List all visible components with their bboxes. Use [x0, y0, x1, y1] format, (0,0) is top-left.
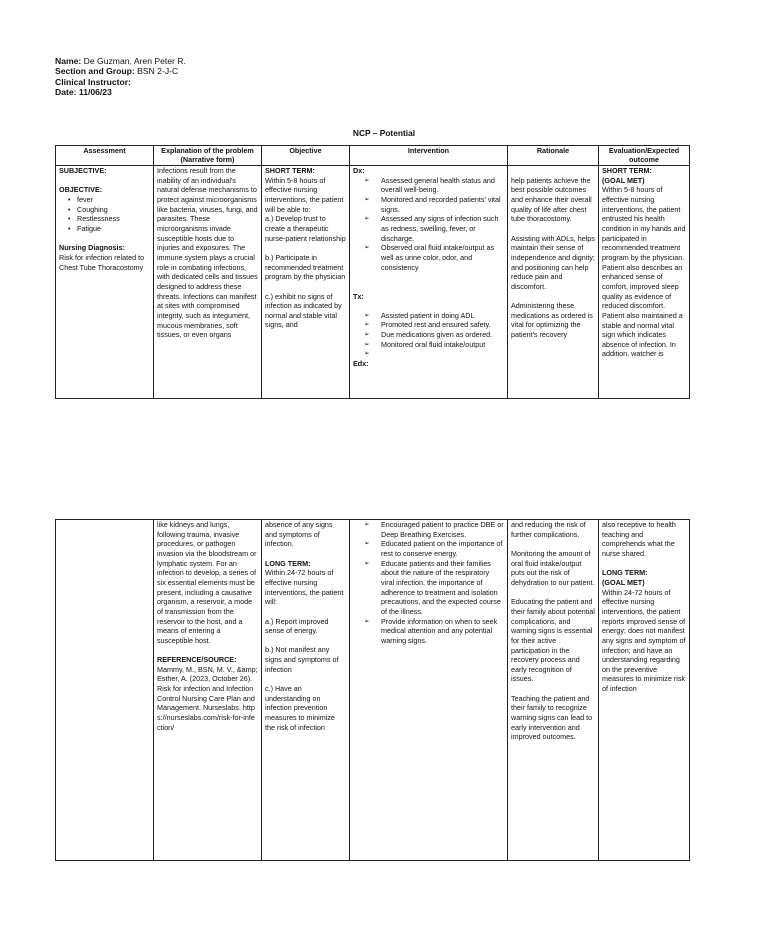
page-title: NCP – Potential	[352, 128, 416, 138]
objective-b: b.) Participate in recommended treatment program by the physician	[265, 252, 346, 282]
objective-label: OBJECTIVE:	[59, 185, 103, 195]
rationale-cell: and reducing the risk of further complications. Monitoring the amount of oral fluid intake/output puts out the risk of dehydration to our patient. Educating the patient and their family about potential complications, and warning signs is essential for their active participation in the recovery process and early recognition of issues. Teaching the patient and their family to recognize warning signs can lead to early intervention and improved outcomes.	[508, 520, 599, 861]
list-item: ➢ Promoted rest and ensured safety.	[353, 320, 504, 330]
ncp-table-part-1	[55, 145, 690, 399]
list-item: ➢ Educate patients and their families about the nature of the respiratory viral infection, the importance of adherence to treatment and isolation precautions, and the expected course of the illness.	[353, 559, 504, 617]
goal-met-label: (GOAL MET)	[602, 577, 645, 587]
edx-list	[353, 520, 504, 646]
long-term-label: LONG TERM:	[265, 558, 311, 568]
list-item: ➢ Provide information on when to seek medical attention and any potential warning signs.	[353, 617, 504, 646]
nursing-diagnosis-label: Nursing Diagnosis:	[59, 243, 125, 253]
edx-label: Edx:	[353, 359, 369, 369]
list-item	[353, 349, 504, 359]
evaluation-cell: SHORT TERM: (GOAL MET) Within 5-8 hours of effective nursing interventions, the patient entrusted his health condition in my hands and participated in recommended treatment program by the physician. Patient also describes an enhanced sense of comfort, improved sleep quality as evidence of reduced discomfort. Patient also maintained a stable and normal vital sign which indicates absence of infection. In addition, watcher is	[599, 166, 690, 399]
goal-met-label: (GOAL MET)	[602, 175, 645, 185]
evaluation-cell: also receptive to health teaching and comprehends what the nurse shared. LONG TERM: (GOAL MET) Within 24-72 hours of effective nursing interventions, the patient reports improved sense of energy; does not manifest any signs and symptom of infection; and have an understanding regarding on the preventive measures to minimize risk of infection	[599, 520, 690, 861]
objective-long-c: c.) Have an understanding on infection prevention measures to minimize the risk of infection	[265, 684, 335, 732]
objective-long-a: a.) Report improved sense of energy.	[265, 616, 329, 636]
assessment-cell	[56, 166, 154, 399]
table-body-row	[56, 520, 690, 861]
col-header-evaluation: Evaluation/Expected outcome	[599, 146, 690, 166]
list-item: ➢ Assessed any signs of infection such as redness, swelling, fever, or discharge.	[353, 214, 504, 243]
tx-list	[353, 311, 504, 359]
col-header-intervention: Intervention	[350, 146, 508, 166]
tx-label: Tx:	[353, 291, 364, 301]
rationale-cell: help patients achieve the best possible outcomes and enhance their overall quality of life after chest tube thoracostomy. Assisting with ADLs, helps maintain their sense of independence and dignity; and positioning can help reduce pain and discomfort. Administering these medications as ordered is vital for optimizing the patient's recovery	[508, 166, 599, 399]
list-item: • fever	[59, 195, 150, 205]
instructor-line: Clinical Instructor:	[55, 76, 131, 87]
objective-long-b: b.) Not manifest any signs and symptoms of infection	[265, 645, 339, 674]
short-term-label: SHORT TERM:	[265, 166, 315, 175]
list-item: • Coughing	[59, 205, 150, 215]
objective-cell: SHORT TERM: Within 5-8 hours of effective nursing interventions, the patient will be able to: a.) Develop trust to create a therapeutic nurse-patient relationship b.) Participate in recommended treatment program by the physician c.) exhibit no signs of infection as indicated by normal and stable vital signs, and	[262, 166, 350, 399]
dx-list	[353, 176, 504, 273]
objective-list	[59, 195, 150, 234]
section-line: Section and Group: BSN 2-J-C	[55, 66, 179, 77]
objective-a: a.) Develop trust to create a therapeutic nurse-patient relationship	[265, 214, 346, 243]
list-item: • Restlessness	[59, 214, 150, 224]
col-header-objective: Objective	[262, 146, 350, 166]
ncp-table-part-2	[55, 519, 690, 861]
list-item: ➢ Encouraged patient to practice DBE or Deep Breathing Exercises.	[353, 520, 504, 539]
col-header-explanation: Explanation of the problem (Narrative form)	[154, 146, 262, 166]
objective-c: c.) exhibit no signs of infection as indicated by normal and stable vital signs, and	[265, 291, 342, 330]
intervention-cell	[350, 166, 508, 399]
long-term-label: LONG TERM:	[602, 568, 648, 578]
explanation-text: like kidneys and lungs, following trauma, invasive procedures, or pathogen invasion via the bloodstream or lymphatic system. For an infection to develop, a series of six essential elements must be present, including a causative organism, a reservoir, a mode of transmission from the reservoir to the host, and a means of entering a susceptible host.	[157, 520, 257, 645]
assessment-cell	[56, 520, 154, 861]
list-item: ➢ Assessed general health status and overall well-being.	[353, 176, 504, 195]
document-header	[55, 56, 186, 97]
explanation-cell	[154, 520, 262, 861]
col-header-assessment: Assessment	[56, 146, 154, 166]
reference-text: Mammy, M., BSN, M. V., &amp; Esther, A. (2023, October 26). Risk for infection and Infection Control Nursing Care Plan and Management. Nurseslabs. https://nurseslabs.com/risk-for-infection/	[157, 664, 258, 732]
list-item: • Fatigue	[59, 224, 150, 234]
explanation-cell	[154, 166, 262, 399]
list-item: ➢ Observed oral fluid intake/output as well as urine color, odor, and consistency	[353, 243, 504, 272]
table-body-row	[56, 166, 690, 399]
intervention-cell	[350, 520, 508, 861]
list-item: ➢ Due medications given as ordered.	[353, 330, 504, 340]
list-item: ➢ Educated patient on the importance of rest to conserve energy.	[353, 539, 504, 558]
table-header-row	[56, 146, 690, 166]
col-header-rationale: Rationale	[508, 146, 599, 166]
explanation-text: Infections result from the inability of an individual's natural defense mechanisms to protect against microorganisms like bacteria, viruses, fungi, and parasites. These microorganisms invade susceptible hosts due to injuries and exposures. The immune system plays a crucial role in combating infections, with dedicated cells and tissues designed to address these threats. Infections can manifest at sites with compromised integrity, such as integument, mucous membranes, soft tissues, or even organs	[157, 166, 258, 340]
name-line: Name: De Guzman, Aren Peter R.	[55, 56, 186, 66]
reference-label: REFERENCE/SOURCE:	[157, 655, 237, 665]
objective-cell: absence of any signs and symptoms of infection. LONG TERM: Within 24-72 hours of effective nursing interventions, the patient will: a.) Report improved sense of energy. b.) Not manifest any signs and symptoms of infection c.) Have an understanding on infection prevention measures to minimize the risk of infection	[262, 520, 350, 861]
list-item: ➢ Monitored and recorded patients' vital signs.	[353, 195, 504, 214]
list-item: ➢ Assisted patient in doing ADL	[353, 311, 504, 321]
list-item: ➢ Monitored oral fluid intake/output	[353, 340, 504, 350]
date-line: Date: 11/06/23	[55, 86, 112, 97]
short-term-label: SHORT TERM:	[602, 166, 652, 175]
subjective-label: SUBJECTIVE:	[59, 166, 107, 175]
nursing-diagnosis-text: Risk for infection related to Chest Tube Thoracostomy	[59, 252, 145, 272]
dx-label: Dx:	[353, 166, 365, 175]
